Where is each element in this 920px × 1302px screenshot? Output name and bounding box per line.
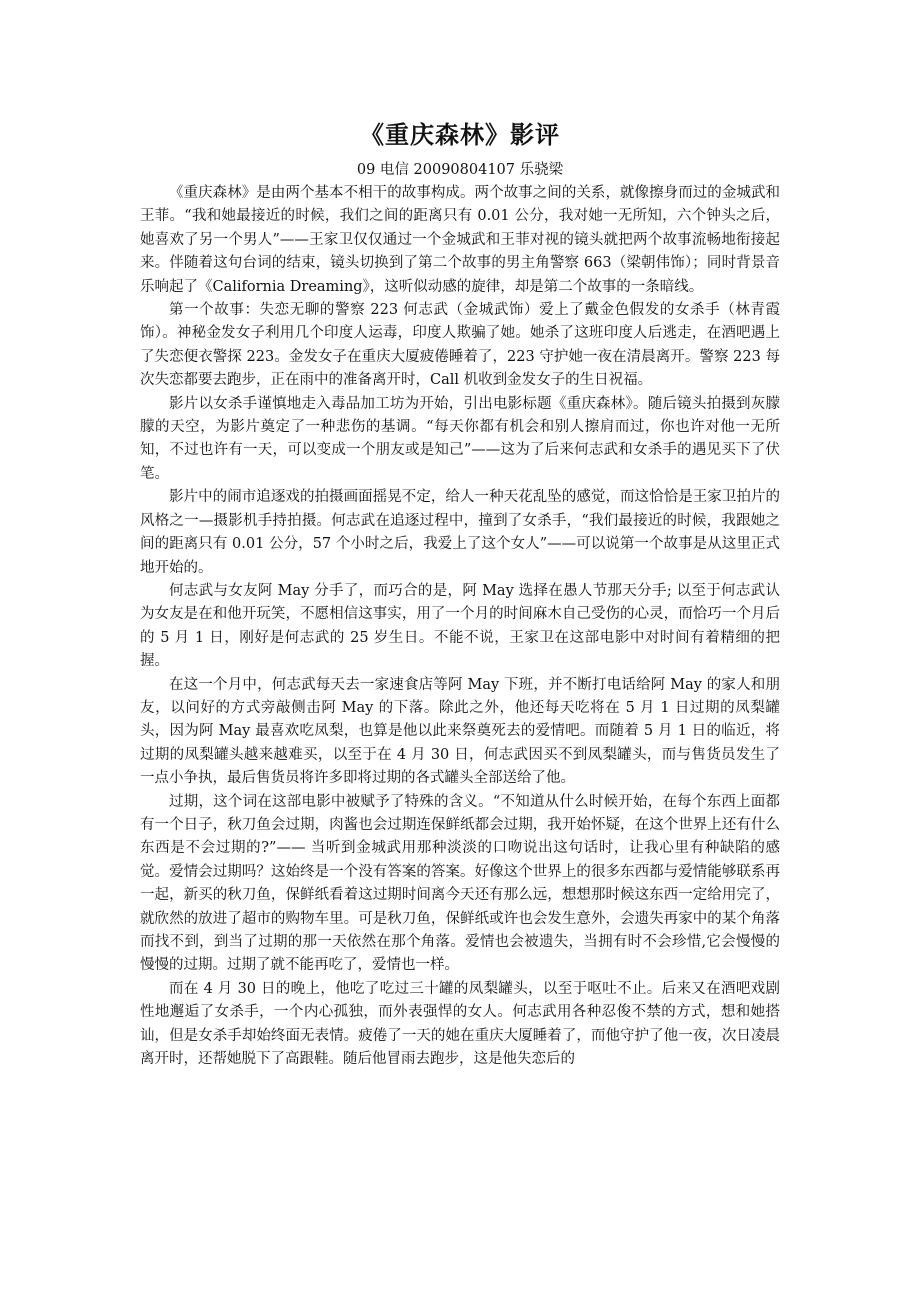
paragraph-intro: 《重庆森林》是由两个基本不相干的故事构成。两个故事之间的关系，就像擦身而过的金城武和王菲。“我和她最接近的时候，我们之间的距离只有 0.01 公分，我对她一无所知，六个钟头之后，她喜欢了另一个男人”——王家卫仅仅通过一个金城武和王菲对视的镜头就把两个故事流畅地衔接起来。伴随着这句台词的结束，镜头切换到了第二个故事的男主角警察 663（梁朝伟饰）；同时背景音乐响起了《California Dreaming》，这听似动感的旋律，却是第二个故事的一条暗线。 <box>140 185 780 295</box>
paragraph-breakup: 何志武与女友阿 May 分手了，而巧合的是，阿 May 选择在愚人节那天分手; 以至于何志武认为女友是在和他开玩笑，不愿相信这事实，用了一个月的时间麻木自己受伤的心灵，而恰巧一个月后的 5 月 1 日，刚好是何志武的 25 岁生日。不能不说，王家卫在这部电影中对时间有着精细的把握。 <box>140 582 780 670</box>
document-page <box>140 118 780 1071</box>
document-title: 《重庆森林》影评 <box>360 120 560 149</box>
author-byline: 09 电信 20090804107 乐骁梁 <box>356 162 564 178</box>
paragraph-chase-scene: 影片中的闹市追逐戏的拍摄画面摇晃不定，给人一种天花乱坠的感觉，而这恰恰是王家卫拍片的风格之一—摄影机手持拍摄。何志武在追逐过程中，撞到了女杀手，“我们最接近的时候，我跟她之间的距离只有 0.01 公分，57 个小时之后，我爱上了这个女人”——可以说第一个故事是从这里正式地开始的。 <box>140 489 780 576</box>
paragraph-one-month: 在这一个月中，何志武每天去一家速食店等阿 May 下班，并不断打电话给阿 May 的家人和朋友，以问好的方式旁敲侧击阿 May 的下落。除此之外，他还每天吃将在 5 月 1 日过期的凤梨罐头，因为阿 May 最喜欢吃凤梨，也算是他以此来祭奠死去的爱情吧。而随着 5 月 1 日的临近，将过期的凤梨罐头越来越难买，以至于在 4 月 30 日，何志武因买不到凤梨罐头，而与售货员发生了一点小争执，最后售货员将许多即将过期的各式罐头全部送给了他。 <box>140 676 780 787</box>
paragraph-april-30: 而在 4 月 30 日的晚上，他吃了吃过三十罐的凤梨罐头，以至于呕吐不止。后来又在酒吧戏剧性地邂逅了女杀手，一个内心孤独，而外表强悍的女人。何志武用各种忍俊不禁的方式，想和她搭讪，但是女杀手却始终面无表情。疲倦了一天的她在重庆大厦睡着了，而他守护了他一夜，次日凌晨离开时，还帮她脱下了高跟鞋。随后他冒雨去跑步，这是他失恋后的 <box>140 980 780 1068</box>
paragraph-expiry: 过期，这个词在这部电影中被赋予了特殊的含义。“不知道从什么时候开始，在每个东西上面都有一个日子，秋刀鱼会过期，肉酱也会过期连保鲜纸都会过期，我开始怀疑，在这个世界上还有什么东西是不会过期的?”—— 当听到金城武用那种淡淡的口吻说出这句话时，让我心里有种缺陷的感觉。爱情会过期吗？这始终是一个没有答案的答案。好像这个世界上的很多东西都与爱情能够联系再一起，新买的秋刀鱼，保鲜纸看着这过期时间离今天还有那么远，想想那时候这东西一定给用完了，就欣然的放进了超市的购物车里。可是秋刀鱼，保鲜纸或许也会发生意外，会遗失再家中的某个角落而找不到，到当了过期的那一天依然在那个角落。爱情也会被遗失，当拥有时不会珍惜,它会慢慢的慢慢的过期。过期了就不能再吃了，爱情也一样。 <box>140 793 780 974</box>
paragraph-first-story: 第一个故事：失恋无聊的警察 223 何志武（金城武饰）爱上了戴金色假发的女杀手（林青霞饰）。神秘金发女子利用几个印度人运毒，印度人欺骗了她。她杀了这班印度人后逃走，在酒吧遇上了失恋便衣警探 223。金发女子在重庆大厦疲倦睡着了，223 守护她一夜在清晨离开。警察 223 每次失恋都要去跑步，正在雨中的准备离开时，Call 机收到金发女子的生日祝福。 <box>140 302 780 389</box>
paragraph-opening: 影片以女杀手谨慎地走入毒品加工坊为开始，引出电影标题《重庆森林》。随后镜头拍摄到灰朦朦的天空，为影片奠定了一种悲伤的基调。“每天你都有机会和别人擦肩而过，你也许对他一无所知，不过也许有一天，可以变成一个朋友或是知己”——这为了后来何志武和女杀手的遇见买下了伏笔。 <box>140 395 780 482</box>
